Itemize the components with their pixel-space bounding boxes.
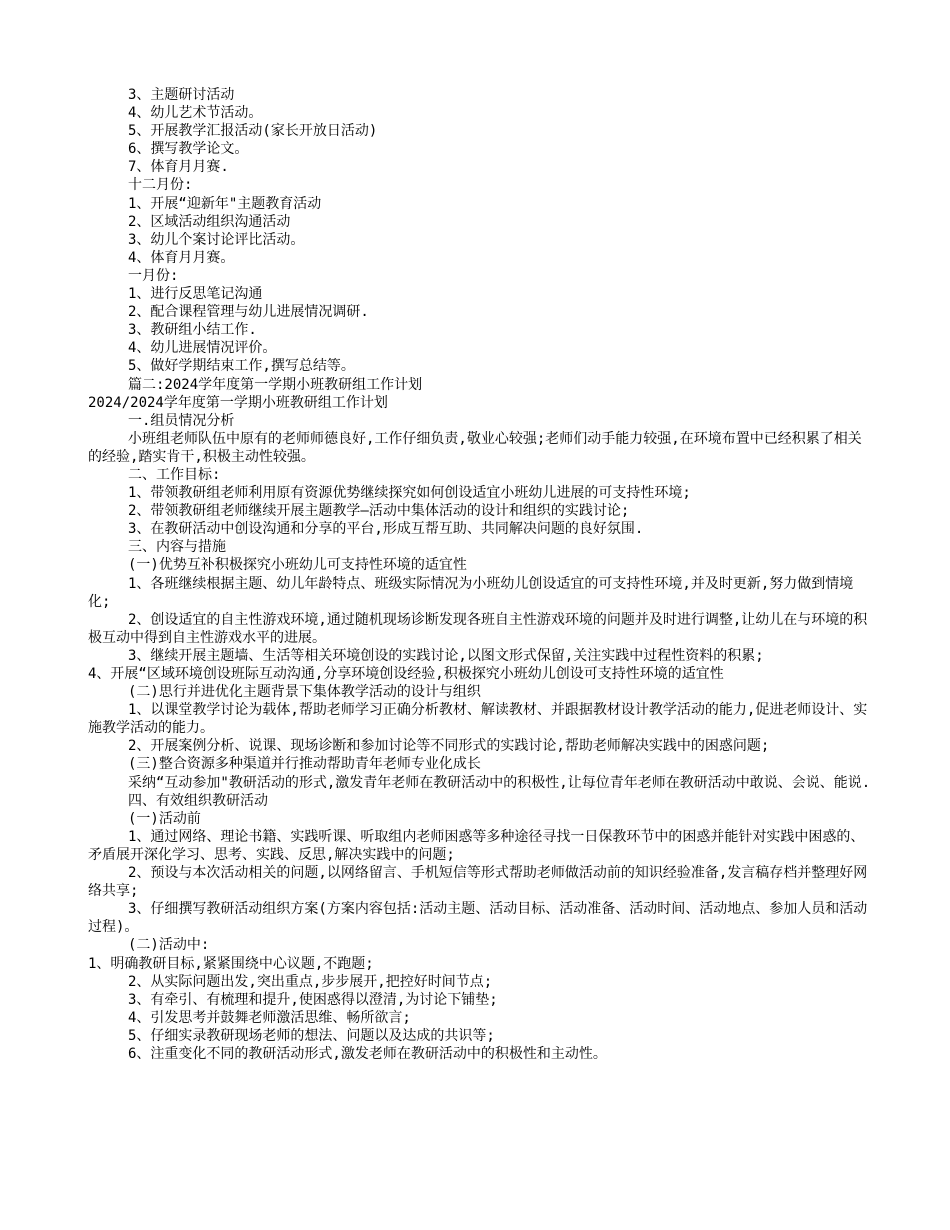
paragraph: 2、带领教研组老师继续开展主题教学—活动中集体活动的设计和组织的实践讨论; xyxy=(128,503,630,520)
paragraph: 7、体育月月赛. xyxy=(128,159,229,176)
paragraph: 四、有效组织教研活动 xyxy=(128,792,268,809)
paragraph: 1、通过网络、理论书籍、实践听课、听取组内老师困惑等多种途径寻找一日保教环节中的困惑并能针对实践中困惑的、矛盾展开深化学习、思考、实践、反思,解决实践中的问题; xyxy=(88,828,865,863)
paragraph: 3、教研组小结工作. xyxy=(128,322,257,339)
document-body xyxy=(88,86,873,1063)
paragraph: (三)整合资源多种渠道并行推动帮助青年老师专业化成长 xyxy=(128,756,481,773)
paragraph: 3、在教研活动中创设沟通和分享的平台,形成互帮互助、共同解决问题的良好氛围. xyxy=(128,521,644,538)
paragraph: 5、做好学期结束工作,撰写总结等。 xyxy=(128,358,355,375)
paragraph: 2、从实际问题出发,突出重点,步步展开,把控好时间节点; xyxy=(128,973,493,990)
paragraph: 5、仔细实录教研现场老师的想法、问题以及达成的共识等; xyxy=(128,1027,495,1044)
paragraph: (二)活动中: xyxy=(128,937,210,954)
paragraph: 1、进行反思笔记沟通 xyxy=(128,286,263,303)
paragraph: 二、工作目标: xyxy=(128,466,221,483)
paragraph: 3、有牵引、有梳理和提升,使困惑得以澄清,为讨论下铺垫; xyxy=(128,991,498,1008)
paragraph: 1、开展“迎新年"主题教育活动 xyxy=(128,195,322,212)
paragraph: 2、区域活动组织沟通活动 xyxy=(128,213,291,230)
paragraph: 2、创设适宜的自主性游戏环境,通过随机现场诊断发现各班自主性游戏环境的问题并及时进行调整,让幼儿在与环境的积极互动中得到自主性游戏水平的进展。 xyxy=(88,611,868,646)
paragraph: 1、各班继续根据主题、幼儿年龄特点、班级实际情况为小班幼儿创设适宜的可支持性环境,并及时更新,努力做到情境化; xyxy=(88,575,854,610)
paragraph: 小班组老师队伍中原有的老师师德良好,工作仔细负责,敬业心较强;老师们动手能力较强,在环境布置中已经积累了相关的经验,踏实肯干,积极主动性较强。 xyxy=(88,430,862,465)
paragraph: (二)思行并进优化主题背景下集体教学活动的设计与组织 xyxy=(128,684,481,701)
paragraph: 4、幼儿艺术节活动。 xyxy=(128,105,263,122)
paragraph: 2、预设与本次活动相关的问题,以网络留言、手机短信等形式帮助老师做活动前的知识经验准备,发言稿存档并整理好网络共享; xyxy=(88,865,868,900)
paragraph: 6、注重变化不同的教研活动形式,激发老师在教研活动中的积极性和主动性。 xyxy=(128,1045,607,1062)
paragraph: 3、继续开展主题墙、生活等相关环境创设的实践讨论,以图文形式保留,关注实践中过程性资料的积累; xyxy=(128,647,764,664)
paragraph: 5、开展教学汇报活动(家长开放日活动) xyxy=(128,123,378,140)
paragraph: 4、引发思考并鼓舞老师激活思维、畅所欲言; xyxy=(128,1009,411,1026)
paragraph: 十二月份: xyxy=(128,177,193,194)
paragraph: 篇二:2024学年度第一学期小班教研组工作计划 xyxy=(128,376,423,393)
paragraph: 采纳“互动参加"教研活动的形式,激发青年老师在教研活动中的积极性,让每位青年老师在教研活动中敢说、会说、能说. xyxy=(128,774,871,791)
paragraph: 1、带领教研组老师利用原有资源优势继续探究如何创设适宜小班幼儿进展的可支持性环境; xyxy=(128,485,691,502)
paragraph: 3、仔细撰写教研活动组织方案(方案内容包括:活动主题、活动目标、活动准备、活动时间、活动地点、参加人员和活动过程)。 xyxy=(88,901,868,936)
paragraph: 一.组员情况分析 xyxy=(128,412,235,429)
paragraph: 2024/2024学年度第一学期小班教研组工作计划 xyxy=(88,394,388,411)
paragraph: 4、体育月月赛。 xyxy=(128,249,235,266)
paragraph: 4、开展“区域环境创设班际互动沟通,分享环境创设经验,积极探究小班幼儿创设可支持性环境的适宜性 xyxy=(88,666,724,682)
paragraph: 一月份: xyxy=(128,267,179,284)
paragraph: 1、以课堂教学讨论为载体,帮助老师学习正确分析教材、解读教材、并跟据教材设计教学活动的能力,促进老师设计、实施教学活动的能力。 xyxy=(88,702,868,737)
paragraph: 3、幼儿个案讨论评比活动。 xyxy=(128,231,305,248)
paragraph: 6、撰写教学论文。 xyxy=(128,141,249,158)
paragraph: 2、配合课程管理与幼儿进展情况调研. xyxy=(128,304,369,321)
paragraph: 三、内容与措施 xyxy=(128,539,226,556)
paragraph: (一)优势互补积极探究小班幼儿可支持性环境的适宜性 xyxy=(128,557,467,574)
paragraph: (一)活动前 xyxy=(128,810,201,827)
paragraph: 3、主题研讨活动 xyxy=(128,87,235,103)
paragraph: 1、明确教研目标,紧紧围绕中心议题,不跑题; xyxy=(88,955,374,972)
paragraph: 4、幼儿进展情况评价。 xyxy=(128,340,277,357)
paragraph: 2、开展案例分析、说课、现场诊断和参加讨论等不同形式的实践讨论,帮助老师解决实践中的困惑问题; xyxy=(128,738,770,755)
